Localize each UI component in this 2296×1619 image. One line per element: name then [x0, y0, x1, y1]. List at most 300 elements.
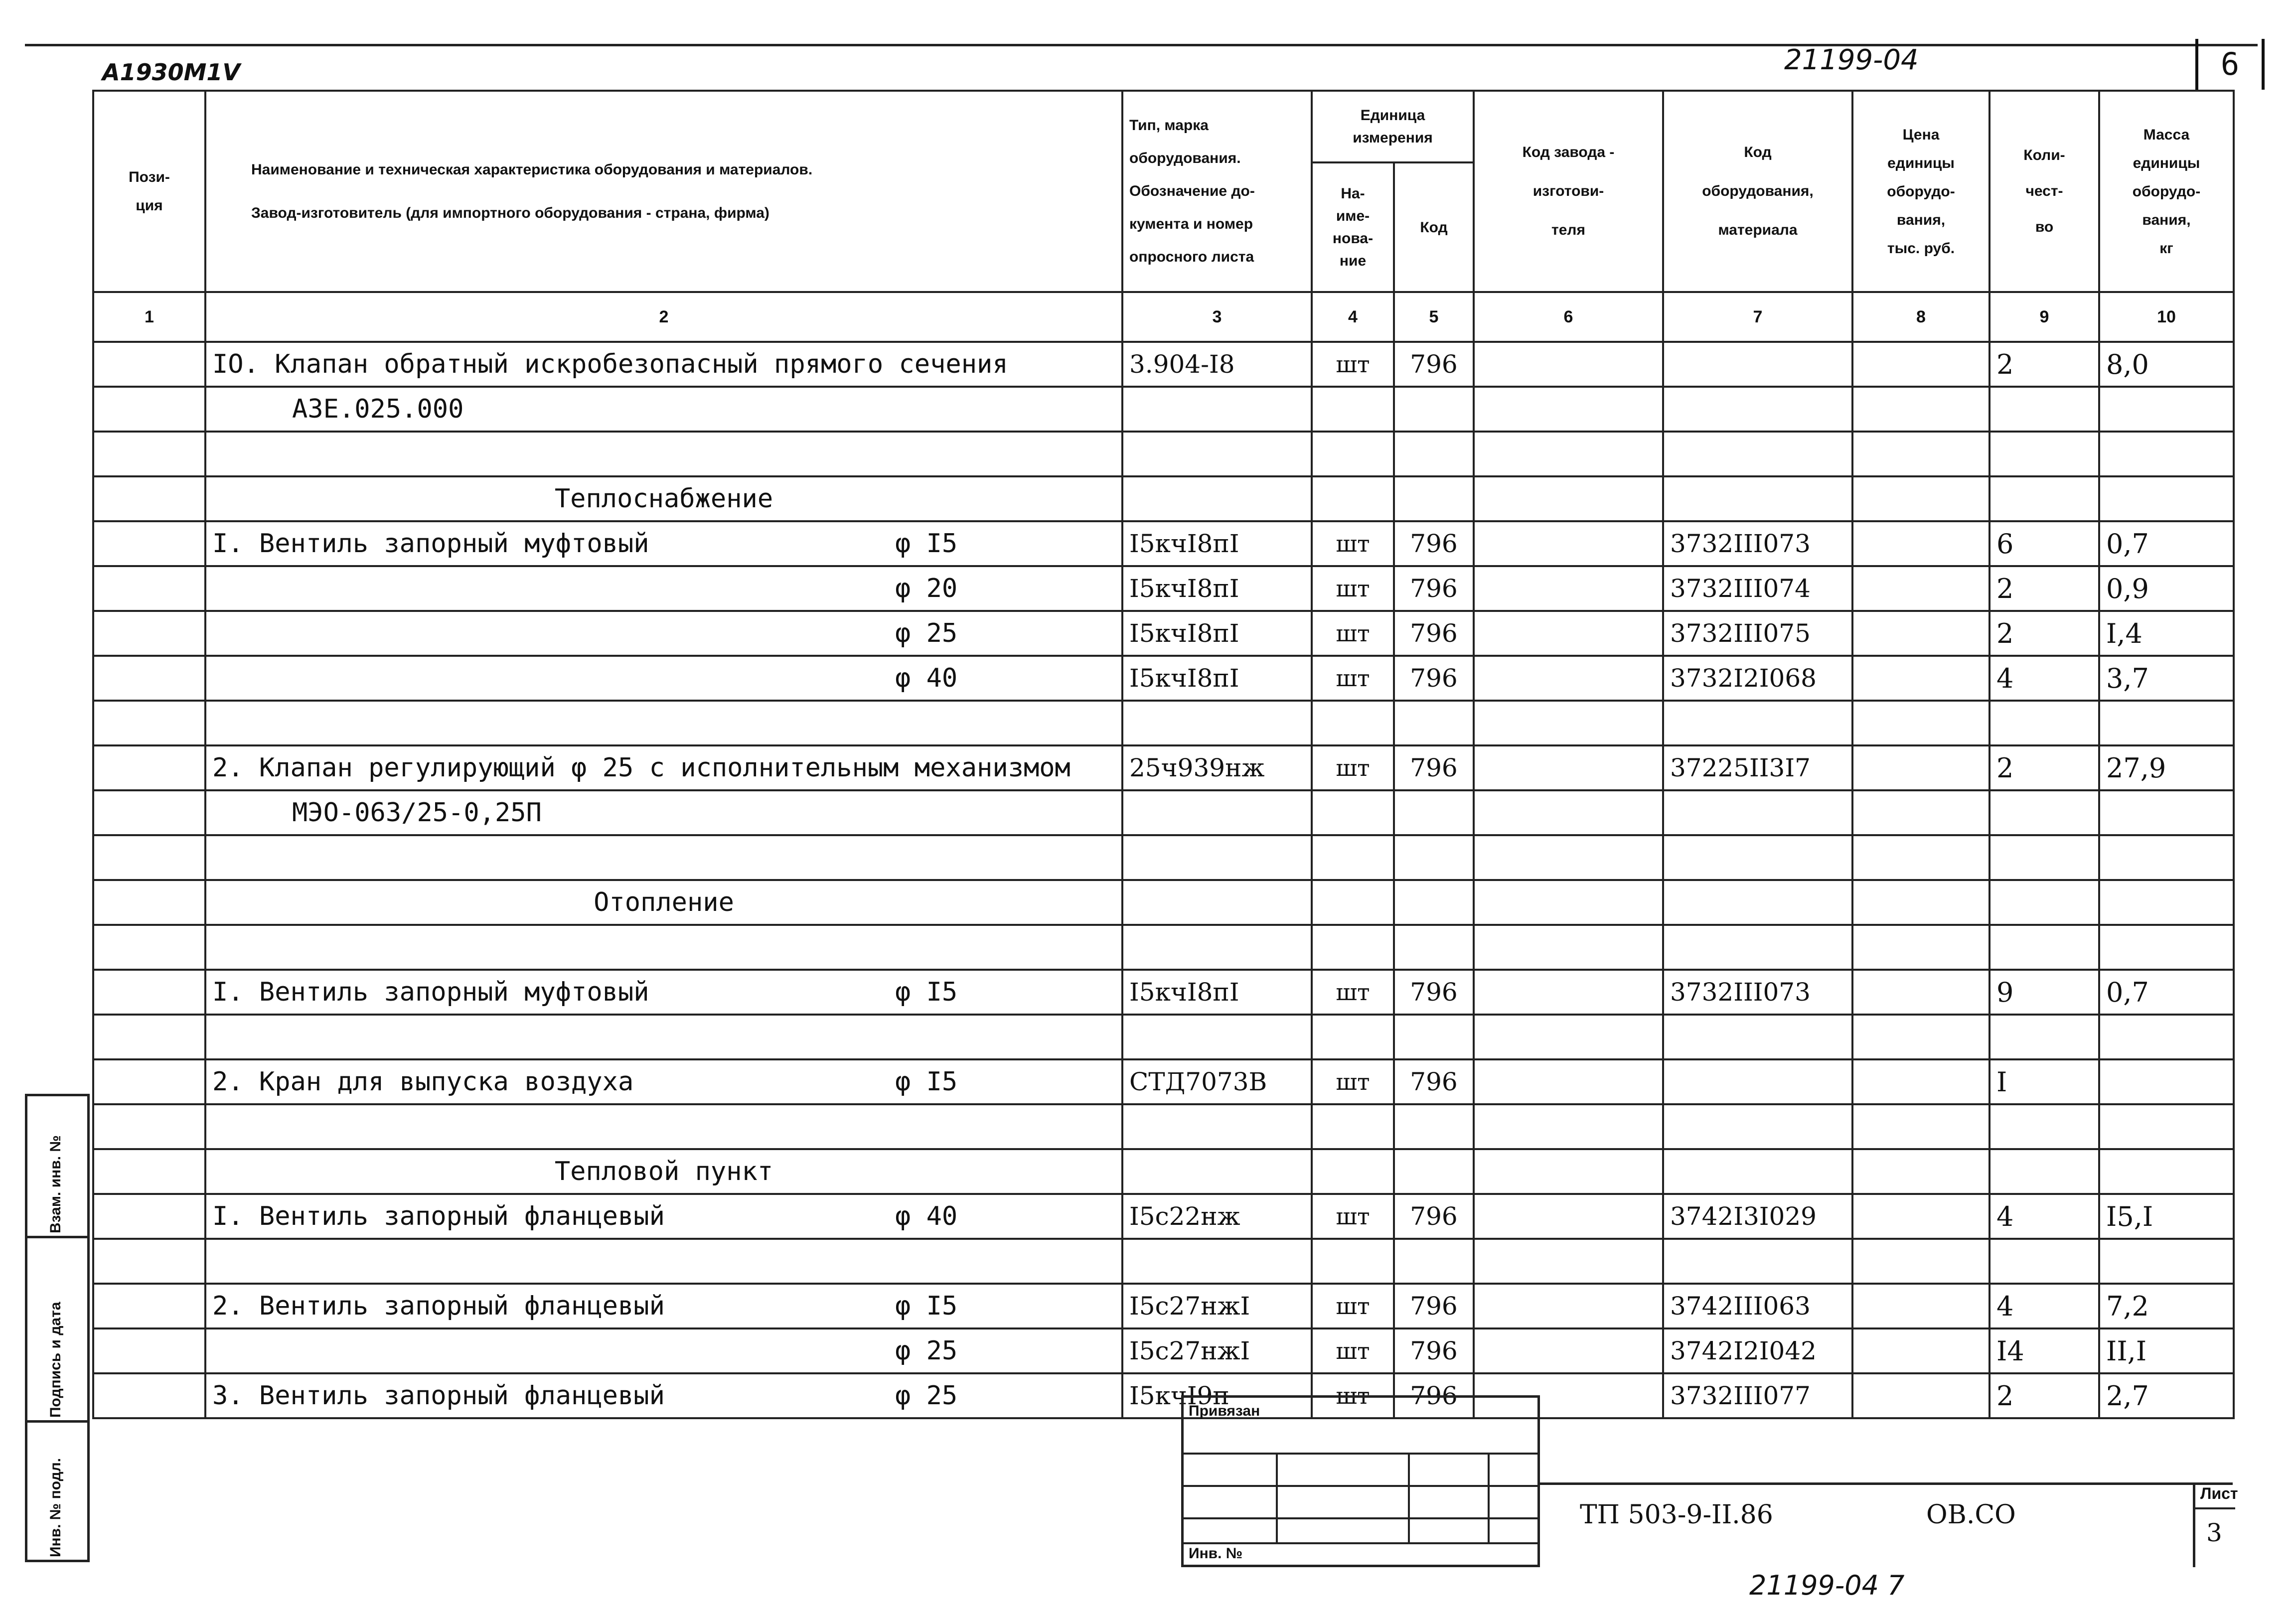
cell-unit-code: 796 [1394, 566, 1474, 611]
cell-type: I5кчI8пI [1122, 970, 1312, 1015]
cell-position [93, 566, 205, 611]
cell-equipment-code [1663, 701, 1852, 745]
cell-unit-code: 796 [1394, 1059, 1474, 1104]
header-equipment-code: Код оборудования, материала [1663, 91, 1852, 292]
table-body [93, 342, 2234, 1418]
cell-position [93, 432, 205, 476]
cell-unit-code [1394, 387, 1474, 432]
item-diameter: φ 40 [895, 663, 958, 693]
cell-unit-code [1394, 925, 1474, 970]
cell-unit-mass: II,I [2099, 1328, 2234, 1373]
cell-position [93, 1239, 205, 1284]
cell-unit-price [1852, 701, 1990, 745]
cell-unit-name: шт [1312, 1328, 1394, 1373]
cell-equipment-code [1663, 432, 1852, 476]
cell-unit-price [1852, 387, 1990, 432]
cell-unit-mass [2099, 1149, 2234, 1194]
cell-quantity [1990, 925, 2099, 970]
strip-label-inv: Инв. № подл. [47, 1458, 64, 1557]
cell-equipment-code [1663, 1149, 1852, 1194]
cell-unit-price [1852, 880, 1990, 925]
header-position: Пози- ция [93, 91, 205, 292]
item-diameter: φ 25 [895, 1381, 958, 1411]
cell-type [1122, 701, 1312, 745]
doc-mark: ОВ.СО [1926, 1500, 2016, 1530]
cell-factory-code [1474, 835, 1663, 880]
cell-unit-mass [2099, 835, 2234, 880]
cell-unit-code [1394, 1015, 1474, 1059]
column-number: 1 [93, 292, 205, 342]
cell-unit-code [1394, 476, 1474, 521]
cell-position [93, 925, 205, 970]
cell-unit-price [1852, 1239, 1990, 1284]
cell-unit-code: 796 [1394, 1373, 1474, 1418]
column-number: 5 [1394, 292, 1474, 342]
cell-equipment-code [1663, 835, 1852, 880]
cell-unit-mass [2099, 925, 2234, 970]
section-title: Тепловой пункт [554, 1157, 773, 1186]
cell-position [93, 1104, 205, 1149]
item-name: I. Вентиль запорный муфтовый [212, 529, 649, 559]
item-name: 2. Клапан регулирующий φ 25 с исполнительным механизмом [212, 753, 1071, 783]
cell-position [93, 656, 205, 701]
cell-unit-code [1394, 835, 1474, 880]
cell-factory-code [1474, 1104, 1663, 1149]
cell-position [93, 1373, 205, 1418]
cell-unit-name: шт [1312, 656, 1394, 701]
cell-name [205, 1194, 1122, 1239]
cell-position [93, 790, 205, 835]
cell-quantity: 2 [1990, 611, 2099, 656]
item-name: 3. Вентиль запорный фланцевый [212, 1381, 665, 1411]
stamp-inv-no: Инв. № [1189, 1545, 1243, 1562]
cell-equipment-code [1663, 1059, 1852, 1104]
cell-unit-mass [2099, 1104, 2234, 1149]
cell-quantity [1990, 701, 2099, 745]
table-row [93, 745, 2234, 790]
cell-name [205, 835, 1122, 880]
cell-unit-code: 796 [1394, 342, 1474, 387]
cell-unit-name [1312, 880, 1394, 925]
strip-label-vzam: Взам. инв. № [47, 1135, 64, 1233]
cell-unit-code: 796 [1394, 1194, 1474, 1239]
cell-unit-mass: I5,I [2099, 1194, 2234, 1239]
cell-quantity: 4 [1990, 1194, 2099, 1239]
item-name: I. Вентиль запорный фланцевый [212, 1201, 665, 1231]
cell-unit-mass [2099, 1239, 2234, 1284]
cell-quantity: 4 [1990, 656, 2099, 701]
cell-unit-price [1852, 432, 1990, 476]
header-quantity: Коли- чест- во [1990, 91, 2099, 292]
cell-factory-code [1474, 1015, 1663, 1059]
cell-name [205, 1104, 1122, 1149]
item-diameter: φ 25 [895, 1336, 958, 1366]
item-name: МЭО-063/25-0,25П [292, 798, 542, 828]
cell-factory-code [1474, 656, 1663, 701]
cell-position [93, 1015, 205, 1059]
cell-quantity: 2 [1990, 745, 2099, 790]
cell-quantity: 4 [1990, 1284, 2099, 1328]
cell-unit-name [1312, 1015, 1394, 1059]
cell-type: 25ч939нж [1122, 745, 1312, 790]
item-name: 2. Кран для выпуска воздуха [212, 1067, 634, 1097]
cell-equipment-code: 3732III075 [1663, 611, 1852, 656]
cell-type: СТД7073В [1122, 1059, 1312, 1104]
cell-quantity [1990, 880, 2099, 925]
cell-factory-code [1474, 925, 1663, 970]
cell-type: I5кчI8пI [1122, 521, 1312, 566]
cell-type [1122, 880, 1312, 925]
cell-unit-name: шт [1312, 521, 1394, 566]
table-row [93, 970, 2234, 1015]
doc-number-bottom: 21199-04 7 [1749, 1570, 1905, 1601]
cell-unit-mass [2099, 387, 2234, 432]
item-diameter: φ 40 [895, 1201, 958, 1231]
cell-quantity [1990, 1239, 2099, 1284]
header-unit-group: Единица измерения [1312, 91, 1474, 162]
cell-factory-code [1474, 611, 1663, 656]
cell-quantity [1990, 835, 2099, 880]
cell-quantity [1990, 476, 2099, 521]
cell-factory-code [1474, 432, 1663, 476]
column-number: 10 [2099, 292, 2234, 342]
cell-position [93, 611, 205, 656]
table-row [93, 432, 2234, 476]
cell-quantity: 9 [1990, 970, 2099, 1015]
cell-name [205, 925, 1122, 970]
table-row [93, 1284, 2234, 1328]
cell-position [93, 835, 205, 880]
cell-name [205, 1239, 1122, 1284]
column-number: 7 [1663, 292, 1852, 342]
cell-unit-code [1394, 880, 1474, 925]
cell-name [205, 790, 1122, 835]
cell-factory-code [1474, 970, 1663, 1015]
strip-cell-podpis [25, 1236, 90, 1423]
item-diameter: φ I5 [895, 977, 958, 1007]
cell-unit-mass [2099, 432, 2234, 476]
cell-unit-price [1852, 1284, 1990, 1328]
cell-name [205, 566, 1122, 611]
strip-cell-inv [25, 1420, 90, 1562]
cell-unit-price [1852, 1015, 1990, 1059]
header-factory-code: Код завода - изготови- теля [1474, 91, 1663, 292]
cell-unit-code [1394, 1239, 1474, 1284]
sheet-label: Лист [2200, 1484, 2238, 1502]
cell-type [1122, 925, 1312, 970]
header-type: Тип, марка оборудования. Обозначение до- кумента и номер опросного листа [1122, 91, 1312, 292]
column-number: 4 [1312, 292, 1394, 342]
column-number: 2 [205, 292, 1122, 342]
cell-unit-code: 796 [1394, 656, 1474, 701]
cell-type: I5кчI8пI [1122, 656, 1312, 701]
cell-name [205, 611, 1122, 656]
table-row [93, 835, 2234, 880]
doc-number-top: 21199-04 [1784, 44, 1919, 76]
cell-factory-code [1474, 1194, 1663, 1239]
table-row [93, 1059, 2234, 1104]
cell-unit-code: 796 [1394, 1328, 1474, 1373]
cell-position [93, 745, 205, 790]
cell-equipment-code: 3732III073 [1663, 970, 1852, 1015]
cell-quantity: I4 [1990, 1328, 2099, 1373]
cell-type: I5с22нж [1122, 1194, 1312, 1239]
cell-factory-code [1474, 476, 1663, 521]
item-name: IO. Клапан обратный искробезопасный прямого сечения [212, 349, 1008, 379]
cell-name [205, 970, 1122, 1015]
binding-strip [25, 1094, 90, 1562]
cell-type: I5кчI8пI [1122, 611, 1312, 656]
strip-cell-vzam [25, 1094, 90, 1238]
cell-unit-price [1852, 611, 1990, 656]
cell-position [93, 880, 205, 925]
cell-quantity: 2 [1990, 1373, 2099, 1418]
cell-equipment-code [1663, 387, 1852, 432]
cell-equipment-code: 3742I3I029 [1663, 1194, 1852, 1239]
cell-unit-mass: I,4 [2099, 611, 2234, 656]
cell-name [205, 342, 1122, 387]
cell-unit-mass [2099, 1015, 2234, 1059]
cell-quantity: 2 [1990, 566, 2099, 611]
cell-unit-name [1312, 835, 1394, 880]
cell-factory-code [1474, 1059, 1663, 1104]
sheet-number: 3 [2206, 1518, 2222, 1547]
table-row [93, 1015, 2234, 1059]
header-row-1 [93, 91, 2234, 162]
cell-factory-code [1474, 745, 1663, 790]
cell-factory-code [1474, 790, 1663, 835]
column-number-row [93, 292, 2234, 342]
header-unit-code: Код [1394, 162, 1474, 292]
section-row [93, 1149, 2234, 1194]
cell-unit-name: шт [1312, 1373, 1394, 1418]
cell-unit-mass: 0,7 [2099, 521, 2234, 566]
column-number: 8 [1852, 292, 1990, 342]
table-row [93, 1104, 2234, 1149]
table-row [93, 790, 2234, 835]
cell-equipment-code: 3732III074 [1663, 566, 1852, 611]
cell-unit-mass [2099, 476, 2234, 521]
specification-table [92, 90, 2235, 1419]
cell-unit-price [1852, 1328, 1990, 1373]
cell-equipment-code [1663, 790, 1852, 835]
cell-unit-price [1852, 1104, 1990, 1149]
cell-name [205, 387, 1122, 432]
cell-equipment-code [1663, 476, 1852, 521]
cell-unit-name: шт [1312, 745, 1394, 790]
cell-position [93, 1328, 205, 1373]
cell-position [93, 1284, 205, 1328]
cell-equipment-code: 3732III077 [1663, 1373, 1852, 1418]
table-row [93, 387, 2234, 432]
cell-name [205, 656, 1122, 701]
cell-unit-name: шт [1312, 1059, 1394, 1104]
page-number-box [2195, 39, 2265, 90]
cell-unit-code [1394, 701, 1474, 745]
sheet-cell [2193, 1482, 2238, 1567]
cell-unit-price [1852, 790, 1990, 835]
cell-name [205, 1015, 1122, 1059]
cell-type: I5с27нжI [1122, 1328, 1312, 1373]
cell-factory-code [1474, 1239, 1663, 1284]
table-row [93, 521, 2234, 566]
column-number: 6 [1474, 292, 1663, 342]
cell-position [93, 387, 205, 432]
cell-type [1122, 1149, 1312, 1194]
cell-equipment-code: 3732III073 [1663, 521, 1852, 566]
cell-name [205, 745, 1122, 790]
cell-unit-name [1312, 476, 1394, 521]
cell-unit-name: шт [1312, 342, 1394, 387]
cell-name [205, 1059, 1122, 1104]
cell-unit-name: шт [1312, 1284, 1394, 1328]
cell-equipment-code [1663, 1015, 1852, 1059]
cell-equipment-code: 37225II3I7 [1663, 745, 1852, 790]
item-diameter: φ 20 [895, 574, 958, 603]
cell-unit-price [1852, 1059, 1990, 1104]
cell-name [205, 521, 1122, 566]
cell-name [205, 1328, 1122, 1373]
cell-unit-price [1852, 1194, 1990, 1239]
cell-unit-mass: 0,7 [2099, 970, 2234, 1015]
cell-quantity: 6 [1990, 521, 2099, 566]
cell-type [1122, 387, 1312, 432]
cell-position [93, 476, 205, 521]
cell-unit-price [1852, 1373, 1990, 1418]
cell-position [93, 342, 205, 387]
cell-unit-code: 796 [1394, 745, 1474, 790]
table-row [93, 925, 2234, 970]
cell-name [205, 432, 1122, 476]
cell-position [93, 970, 205, 1015]
cell-position [93, 1059, 205, 1104]
cell-unit-mass [2099, 790, 2234, 835]
cell-unit-name [1312, 1239, 1394, 1284]
doc-code: ТП 503-9-II.86 [1580, 1500, 1773, 1530]
cell-equipment-code [1663, 1239, 1852, 1284]
cell-unit-price [1852, 925, 1990, 970]
table-row [93, 1194, 2234, 1239]
cell-quantity [1990, 790, 2099, 835]
section-row [93, 476, 2234, 521]
cell-equipment-code [1663, 342, 1852, 387]
cell-position [93, 1149, 205, 1194]
table-row [93, 1373, 2234, 1418]
cell-unit-name [1312, 387, 1394, 432]
cell-quantity: I [1990, 1059, 2099, 1104]
cell-type [1122, 1104, 1312, 1149]
cell-unit-name [1312, 701, 1394, 745]
cell-position [93, 1194, 205, 1239]
cell-name [205, 880, 1122, 925]
page-number: 6 [2220, 46, 2240, 82]
cell-unit-code: 796 [1394, 1284, 1474, 1328]
cell-factory-code [1474, 566, 1663, 611]
cell-name [205, 1373, 1122, 1418]
cell-name [205, 1284, 1122, 1328]
cell-unit-mass: 7,2 [2099, 1284, 2234, 1328]
cell-unit-price [1852, 745, 1990, 790]
cell-unit-name [1312, 1104, 1394, 1149]
cell-equipment-code [1663, 880, 1852, 925]
table-row [93, 1328, 2234, 1373]
cell-unit-code: 796 [1394, 970, 1474, 1015]
column-number: 3 [1122, 292, 1312, 342]
cell-unit-code: 796 [1394, 611, 1474, 656]
cell-factory-code [1474, 880, 1663, 925]
title-block [1540, 1482, 2233, 1570]
cell-unit-name: шт [1312, 566, 1394, 611]
stamp-privyazan: Привязан [1189, 1403, 1260, 1419]
cell-unit-price [1852, 476, 1990, 521]
cell-unit-name: шт [1312, 1194, 1394, 1239]
cell-factory-code [1474, 1149, 1663, 1194]
cell-unit-name [1312, 432, 1394, 476]
item-diameter: φ I5 [895, 1291, 958, 1321]
cell-unit-code: 796 [1394, 521, 1474, 566]
cell-type: 3.904-I8 [1122, 342, 1312, 387]
cell-unit-price [1852, 342, 1990, 387]
cell-unit-price [1852, 521, 1990, 566]
cell-factory-code [1474, 1284, 1663, 1328]
table-row [93, 611, 2234, 656]
cell-type [1122, 1015, 1312, 1059]
cell-quantity: 2 [1990, 342, 2099, 387]
cell-factory-code [1474, 521, 1663, 566]
cell-unit-mass: 8,0 [2099, 342, 2234, 387]
table-row [93, 656, 2234, 701]
cell-position [93, 701, 205, 745]
section-title: Теплоснабжение [554, 484, 773, 514]
cell-factory-code [1474, 1328, 1663, 1373]
cell-type: I5с27нжI [1122, 1284, 1312, 1328]
cell-name [205, 1149, 1122, 1194]
cell-type [1122, 1239, 1312, 1284]
cell-type: I5кчI8пI [1122, 566, 1312, 611]
cell-type [1122, 835, 1312, 880]
cell-type [1122, 790, 1312, 835]
cell-unit-price [1852, 566, 1990, 611]
header-name: Наименование и техническая характеристика оборудования и материалов. Завод-изготовитель (для импортного оборудования - страна, фирма) [205, 91, 1122, 292]
table-row [93, 1239, 2234, 1284]
cell-unit-price [1852, 970, 1990, 1015]
item-name: 2. Вентиль запорный фланцевый [212, 1291, 665, 1321]
cell-equipment-code [1663, 1104, 1852, 1149]
cell-name [205, 701, 1122, 745]
cell-factory-code [1474, 387, 1663, 432]
cell-unit-code [1394, 1149, 1474, 1194]
cell-unit-name: шт [1312, 970, 1394, 1015]
cell-position [93, 521, 205, 566]
cell-unit-mass: 3,7 [2099, 656, 2234, 701]
cell-quantity [1990, 1149, 2099, 1194]
cell-unit-name [1312, 925, 1394, 970]
item-name: I. Вентиль запорный муфтовый [212, 977, 649, 1007]
cell-unit-price [1852, 1149, 1990, 1194]
header-unit-mass: Масса единицы оборудо- вания, кг [2099, 91, 2234, 292]
section-title: Отопление [594, 887, 734, 917]
cell-unit-mass: 2,7 [2099, 1373, 2234, 1418]
top-frame-line [25, 44, 2258, 46]
cell-type: I5кчI9п [1122, 1373, 1312, 1418]
cell-equipment-code: 3742I2I042 [1663, 1328, 1852, 1373]
item-diameter: φ 25 [895, 618, 958, 648]
cell-equipment-code: 3742III063 [1663, 1284, 1852, 1328]
cell-equipment-code [1663, 925, 1852, 970]
cell-unit-code [1394, 790, 1474, 835]
cell-type [1122, 432, 1312, 476]
table-row [93, 701, 2234, 745]
